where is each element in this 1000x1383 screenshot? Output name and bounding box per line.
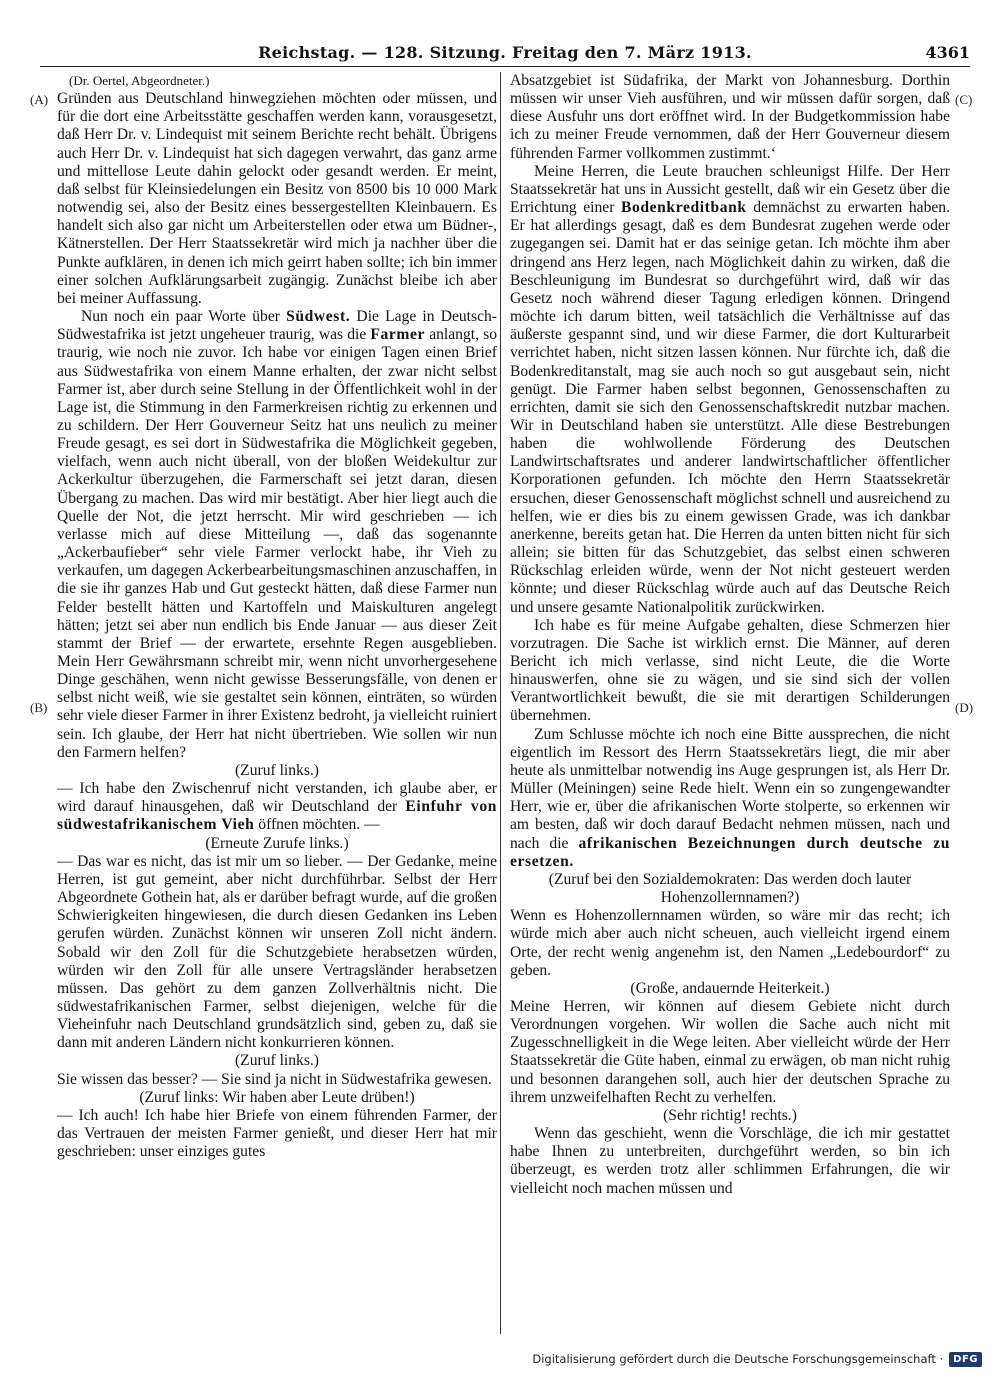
paragraph: — Ich auch! Ich habe hier Briefe von einem führenden Farmer, der das Vertrauen der meisten Farmer genießt, und dieser Herr hat mir geschrieben: unser einziges gutes (57, 1106, 497, 1161)
paragraph: Ich habe es für meine Aufgabe gehalten, diese Schmerzen hier vorzutragen. Die Sache ist wirklich ernst. Die Männer, auf deren Bericht ich mich verlasse, sind nicht Leute, die die Worte hinauswerfen, ohne sie zu wägen, und sie sind sich der vollen Verantwortlichkeit bewußt, die sie mit derartigen Schilderungen übernehmen. (510, 616, 950, 725)
page-number: 4361 (925, 43, 970, 62)
text-run: — Ich habe den Zwischenruf nicht verstanden, ich glaube aber, er wird darauf hinausgehen, daß wir Deutschland der (57, 780, 497, 816)
running-title: Reichstag. — 128. Sitzung. Freitag den 7. März 1913. (258, 43, 752, 62)
emphasis-text: Einfuhr von südwestafrikanischem Vieh (57, 798, 497, 834)
digitization-footer (532, 1349, 982, 1369)
paragraph: Gründen aus Deutschland hinwegziehen möchten oder müssen, und für die dort eine Arbeitsstätte geschaffen werden kann, vorausgesetzt, daß Herr Dr. v. Lindequist mit seinem Berichte recht behält. Übrigens auch Herr Dr. v. Lindequist hat sich dagegen verwahrt, das ganz arme und mittellose Leute dahin gelockt oder gesandt werden. Er meint, daß selbst für Kleinsiedelungen ein Besitz von 8500 bis 10 000 Mark notwendig sei, also der Besitz eines bessergestellten Kleinbauern. Es handelt sich also gar nicht um Arbeiterstellen oder etwa um Büdner-, Kätnerstellen. Der Herr Staatssekretär wird mich ja nachher über die Punkte aufklären, in denen ich mich geirrt haben sollte; ich bin immer einer solchen Aufklärungsarbeit zugängig. Zunächst bleibe ich aber bei meiner Auffassung. (57, 90, 497, 307)
text-run: öffnen möchten. — (254, 816, 380, 834)
interjection: (Zuruf links.) (234, 1052, 319, 1070)
emphasis-text: Farmer (370, 326, 426, 344)
text-run: anlangt, so traurig, wie noch nie zuvor. Ich habe vor einigen Tagen einen Brief aus Südwestafrika von einem Manne erhalten, der zwar nicht selbst Farmer ist, aber durch seine Stellung in der Öffentlichkeit wohl in der Lage ist, die Stimmung in den Farmerkreisen richtig zu erkennen und zu schildern. Der Herr Gouverneur Seitz hat uns neulich zu meiner Freude gesagt, es sei dort in Südwestafrika die Möglichkeit gegeben, vielfach, wenn auch nicht überall, von der bloßen Weidekultur zur Ackerkultur überzugehen, die Farmerschaft sei jetzt daran, diesen Übergang zu machen. Das wird mir bestätigt. Aber hier liegt auch die Quelle der Not, die jetzt herrscht. Mir wird geschrieben — ich verlasse mich auf diese Mitteilung —, daß das sogenannte „Ackerbaufieber“ sehr viele Farmer verlockt habe, ihr Vieh zu verkaufen, um dagegen Ackerbearbeitungsmaschinen anzuschaffen, in die sie ihr ganzes Hab und Gut gesteckt hätten, daß diese Farmer nun Felder bestellt hätten und Kartoffeln und Maiskulturen angelegt hätten; jetzt sei aber nun endlich bis Ende Januar — aus dieser Zeit stammt der Brief — der erwartete, ersehnte Regen ausgeblieben. Mein Herr Gewährsmann schreibt mir, wenn nicht unvorhergesehene Dinge geschähen, wenn nicht gewisse Besserungsfälle, von denen er selbst nicht weiß, wie sie gestaltet sein können, einträten, so würden sehr viele dieser Farmer in ihrer Existenz bedroht, ja vielleicht ruiniert sein. Ich glaube, der Herr hat nicht übertrieben. Wie sollen wir nun den Farmern helfen? (57, 326, 497, 761)
paragraph (510, 726, 950, 871)
interjection: (Zuruf links.) (234, 761, 319, 779)
paragraph (57, 308, 497, 762)
footer-text: Digitalisierung gefördert durch die Deutsche Forschungsgemeinschaft · (532, 1352, 944, 1366)
paragraph: — Das war es nicht, das ist mir um so lieber. — Der Gedanke, meine Herren, ist gut gemeint, aber nicht durchführbar. Selbst der Herr Abgeordnete Gothein hat, als er darüber befragt wurde, auf die großen Schwierigkeiten hingewiesen, die durch diesen Gedanken ins Leben gerufen würden. Zunächst können wir unseren Zoll nicht ändern. Sobald wir den Zoll für die Schutzgebiete herabsetzen würden, würden wir den Zoll für alle unsere Vertragsländer herabsetzen müssen. Das gehört zu dem ganzen Zollverhältnis nicht. Die südwestafrikanischen Farmer, selbst diejenigen, welche für die Vieheinfuhr nach Deutschland grundsätzlich sind, geben zu, daß sie dann mit anderen Ländern nicht konkurrieren können. (57, 852, 497, 1052)
paragraph: Wenn es Hohenzollernnamen würden, so wäre mir das recht; ich würde mich aber auch nicht scheuen, auch vielleicht irgend einem Orte, der recht wenig angenehm ist, den Namen „Ledebourdorf“ zu geben. (510, 907, 950, 979)
interjection: (Zuruf links: Wir haben aber Leute drüben!) (139, 1088, 415, 1106)
interjection: (Zuruf bei den Sozialdemokraten: Das werden doch lauter Hohenzollernnamen?) (548, 870, 912, 907)
paragraph: Absatzgebiet ist Südafrika, der Markt von Johannesburg. Dorthin müssen wir unser Vieh ausführen, und wir müssen dafür sorgen, daß diese Ausfuhr uns dort eröffnet wird. In der Budgetkommission habe ich zu meiner Freude vernommen, daß der Herr Gouverneur diesem führenden Farmer vollkommen zustimmt.‘ (510, 72, 950, 162)
text-run: demnächst zu erwarten haben. Er hat allerdings gesagt, daß es dem Bundesrat zugehen werde oder zugegangen sei. Damit hat er das seinige getan. Ich möchte ihm aber dringend ans Herz legen, nach Möglichkeit dahin zu wirken, daß die Beschleunigung im Bundesrat so durchgeführt wird, daß wir das Gesetz noch während dieser Tagung erledigen können. Dringend möchte ich darum bitten, weil tatsächlich die Verhältnisse auf das äußerste gespannt sind, und wir diese Farmer, die dort Kulturarbeit verrichtet haben, nicht sitzen lassen können. Nur fürchte ich, daß die Bodenkreditanstalt, mag sie auch noch so gut ausgebaut sein, nicht genügt. Die Farmer haben selbst begonnen, Genossenschaften zu errichten, damit sie sich den Genossenschaftskredit nutzbar machen. Wir in Deutschland haben sie unterstützt. Alle diese Bestrebungen haben die wohlwollende Förderung des Deutschen Landwirtschaftsrates und anderer landwirtschaftlicher öffentlicher Korporationen gefunden. Ich möchte den Herrn Staatssekretär ersuchen, dieser Genossenschaft möglichst schnell und ausreichend zu helfen, wie er dies bis zu einem gewissen Grade, was ich dankbar anerkenne, bereits getan hat. Die Herren da unten bitten nicht für sich allein; sie bitten für das Schutzgebiet, das selbst einen schweren Rückschlag erleiden würde, wenn der Not nicht gesteuert werden könnte; und dieser Rückschlag würde auch auf das Deutsche Reich und unsere gesamte Nationalpolitik zurückwirken. (510, 199, 950, 616)
paragraph (57, 780, 497, 834)
text-run: Zum Schlusse möchte ich noch eine Bitte aussprechen, die nicht eigentlich im Ressort des Herrn Staatssekretärs liegt, die mir aber heute als unmittelbar notwendig ins Auge gesprungen ist, als Herr Dr. Müller (Meiningen) seine Rede hielt. Wenn ein so zungengewandter Herr, wie er, über die afrikanischen Worte stolperte, so erkennen wir am besten, daß wir doch darauf Bedacht nehmen müssen, nach und nach die (510, 725, 950, 852)
paragraph: Meine Herren, wir können auf diesem Gebiete nicht durch Verordnungen vorgehen. Wir wollen die Sache auch nicht mit Zugesschnelligkeit in die Wege leiten. Aber vielleicht würde der Herr Staatssekretär die Güte haben, einmal zu erwägen, ob man nicht ruhig und besonnen darangehen soll, auch hier der deutschen Sprache zu ihrem unzweifelhaften Recht zu verhelfen. (510, 997, 950, 1106)
paragraph: Wenn das geschieht, wenn die Vorschläge, die ich mir gestattet habe Ihnen zu unterbreiten, durchgeführt werden, so bin ich überzeugt, es werden trotz aller schlimmen Erfahrungen, die wir vielleicht noch machen müssen und (510, 1125, 950, 1197)
text-run: Meine Herren, die Leute brauchen schleunigst Hilfe. Der Herr Staatssekretär hat uns in Aussicht gestellt, daß wir ein Gesetz über die Errichtung einer (510, 162, 950, 217)
paragraph (510, 163, 950, 617)
emphasis-text: afrikanischen Bezeichnungen durch deutsche zu ersetzen. (510, 834, 950, 870)
margin-marker-c: (C) (955, 92, 973, 107)
column-divider (500, 72, 501, 1334)
emphasis-text: Bodenkreditbank (620, 199, 747, 217)
page-header (40, 40, 970, 67)
dfg-logo: DFG (949, 1352, 982, 1367)
text-run: Nun noch ein paar Worte über (81, 308, 287, 326)
interjection: (Große, andauernde Heiterkeit.) (630, 979, 830, 997)
text-run: Die Lage in Deutsch-Südwestafrika ist jetzt ungeheuer traurig, was die (57, 308, 497, 344)
interjection: (Erneute Zurufe links.) (205, 834, 349, 852)
margin-marker-a: (A) (30, 92, 49, 107)
margin-marker-d: (D) (955, 700, 974, 715)
interjection: (Sehr richtig! rechts.) (663, 1106, 797, 1124)
right-column (510, 72, 950, 1334)
speaker-label: (Dr. Oertel, Abgeordneter.) (69, 73, 210, 88)
left-column (57, 72, 497, 1334)
emphasis-text: Südwest. (286, 308, 351, 326)
margin-marker-b: (B) (30, 700, 48, 715)
paragraph: Sie wissen das besser? — Sie sind ja nicht in Südwestafrika gewesen. (57, 1070, 492, 1088)
